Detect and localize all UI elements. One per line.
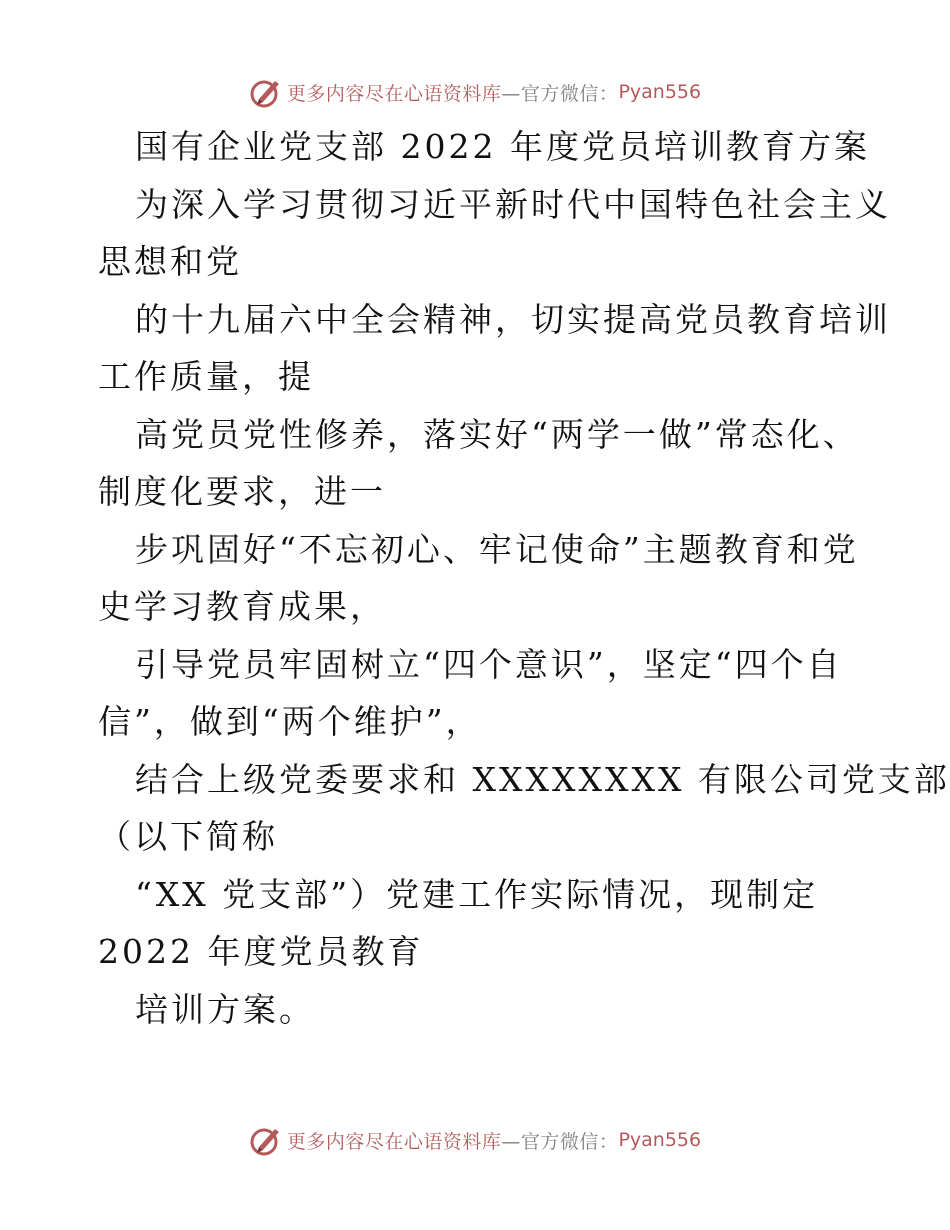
footer-watermark (0, 1120, 950, 1160)
document-title: 国有企业党支部 2022 年度党员培训教育方案 (135, 127, 870, 166)
watermark-wechat-label: —官方微信： (501, 82, 619, 105)
paragraph-line: 工作质量，提 (98, 357, 314, 396)
paragraph-line: 的十九届六中全会精神，切实提高党员教育培训 (135, 300, 891, 339)
pen-logo-icon (249, 75, 283, 109)
paragraph-line: 为深入学习贯彻习近平新时代中国特色社会主义 (135, 185, 891, 224)
pen-logo-icon (249, 1123, 283, 1157)
paragraph-line: “XX 党支部”）党建工作实际情况，现制定 (135, 875, 819, 914)
paragraph-line: 史学习教育成果， (98, 587, 386, 626)
paragraph-line: 信”，做到“两个维护”， (98, 702, 482, 741)
paragraph-line: 思想和党 (98, 242, 242, 281)
watermark-site-name: 更多内容尽在心语资料库 (286, 82, 502, 105)
paragraph-line: 高党员党性修养，落实好“两学一做”常态化、 (135, 415, 859, 454)
paragraph-line: （以下简称 (98, 817, 278, 856)
watermark-wechat-label: —官方微信： (501, 1130, 619, 1153)
watermark-wechat-id: Pyan556 (618, 1129, 702, 1151)
paragraph-line: 引导党员牢固树立“四个意识”，坚定“四个自 (135, 645, 843, 684)
paragraph-line: 2022 年度党员教育 (98, 932, 424, 971)
paragraph-line: 步巩固好“不忘初心、牢记使命”主题教育和党 (135, 530, 859, 569)
watermark-site-name: 更多内容尽在心语资料库 (286, 1130, 502, 1153)
watermark-wechat-id: Pyan556 (618, 81, 702, 103)
paragraph-line: 培训方案。 (135, 990, 315, 1029)
header-watermark (0, 72, 950, 112)
paragraph-line: 结合上级党委要求和 XXXXXXXX 有限公司党支部 (135, 760, 950, 799)
paragraph-line: 制度化要求，进一 (98, 472, 386, 511)
